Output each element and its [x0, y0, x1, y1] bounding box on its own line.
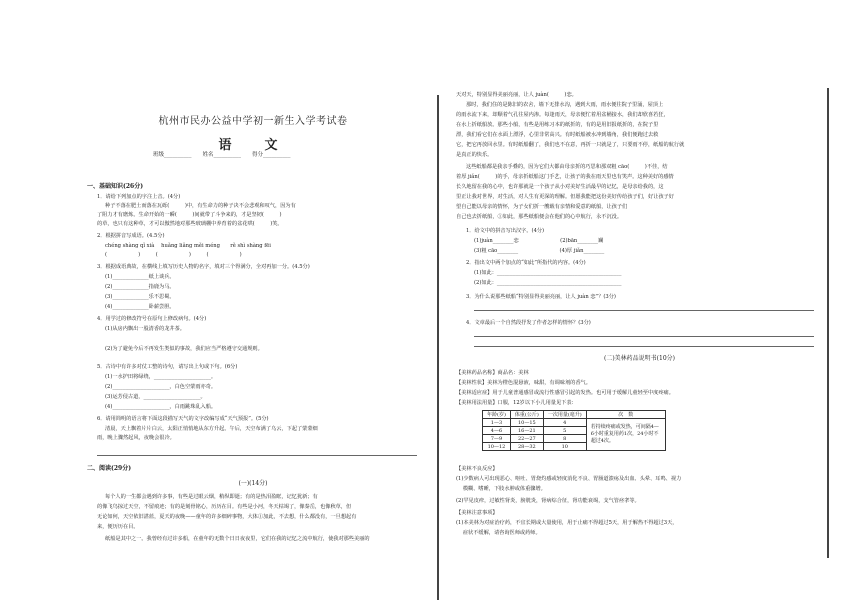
- reading-question-3: 3．为什么说那些纸船“特别显得美丽亮丽，让人 juàn 恋”？(3分): [466, 294, 616, 300]
- section-reading-heading: 二、阅读(29分): [87, 465, 132, 472]
- q5-item: (1)一水护田将绿绕，______________________。: [105, 374, 217, 380]
- q1-text-line: 的草，也只有这种草，才可以傲然地对那些玻璃棚中养育着的盆花哄( )笑。: [97, 221, 283, 227]
- answer-line: [474, 310, 814, 311]
- table-cell: 10: [543, 443, 586, 451]
- page-divider: [437, 95, 439, 600]
- student-info-line: 班级__________ 姓名__________ 得分__________: [153, 152, 291, 158]
- table-header: 一次用量(毫升): [543, 411, 586, 419]
- reading-question-2: 2．指出文中两个加点的“如此”所指代的内容。(4分): [466, 260, 586, 266]
- reading-2-heading: (二)美林药品说明书(10分): [604, 355, 675, 362]
- reading-1-paragraph-line: 每个人的一生都会遇到许多事，有些是过眼云烟，稍纵即逝；有的是热泪盈眶，记忆犹新；有: [105, 494, 318, 500]
- passage-line: 它，把它再放回水里。有时纸船翻了，我们也不在意，再折一只就是了，只要雨不停，纸船的航行就: [456, 142, 685, 148]
- drug-precautions: (1)本美林为对症治疗药，不宜长期或大量使用，用于止痛不得超过5天，用于解热不得超过3天，: [456, 520, 678, 526]
- passage-line: 这些纸船都是我亲手叠的，因为它们大都由母亲折的巧思和那双粗 cāo( )不佳，结: [466, 164, 668, 170]
- passage-line: 里正让我对世界，对生活，对人生有更深的理解。但愿我能把这份美好传给孩子们，好让孩子好: [456, 194, 674, 200]
- q5-item: (3)运芳侵古道，______________________。: [105, 394, 206, 400]
- question-6: 6．请用简明的语言将下面这段描写天气的文字改编写成“天气预报”。(5分): [97, 416, 269, 422]
- table-row: [483, 419, 666, 427]
- table-cell: 7—9: [483, 435, 511, 443]
- table-cell: 28—32: [510, 443, 543, 451]
- q2-pinyin: chéng shàng qǐ xià huǎng liǎng měi méng rě shì shàng fēi: [105, 243, 271, 249]
- question-4: 4．用学过的修改符号在原句上修改病句。(4分): [97, 316, 207, 322]
- table-cell: 10—15: [510, 419, 543, 427]
- rq1-blanks: (1)juàn________恋 (2)bān________斓: [474, 238, 604, 244]
- table-cell: 1—3: [483, 419, 511, 427]
- question-1: 1．请给下列加点的字注上音。(4分): [97, 194, 181, 200]
- answer-line: [97, 455, 417, 456]
- subject-title: 语 文: [218, 138, 288, 153]
- q4-sentence-2: (2)为了避免今后不再发生类似的事故，我们应当严格遵守交通规则。: [105, 346, 263, 352]
- rq1-blanks: (3)粗 cāo________ (4)厚 jiǎn________: [474, 248, 605, 254]
- drug-precautions: 症状不缓解，请咨询医师或药师。: [456, 530, 541, 536]
- drug-precautions-heading: 【美林注意事项】: [456, 510, 498, 516]
- passage-line: 是真正的快乐。: [456, 152, 493, 158]
- table-note: 若持续疼痛或发热，可间隔4—6小时重复用药1次，24小时不超过4次。: [590, 424, 659, 444]
- section-basics-heading: 一、基础知识(26分): [87, 183, 144, 190]
- passage-line: 着厚 jiǎn( )的手，母亲折纸船这门手艺，让孩子的我在雨天里也有笑声。这种美好的感情: [456, 174, 674, 180]
- table-cell: 4—6: [483, 427, 511, 435]
- q3-item: (2)______________指鹿为马。: [105, 284, 175, 290]
- passage-line: 天对天，特别显得美丽亮丽，让人 juàn( )恋。: [456, 92, 577, 98]
- table-cell: 10—12: [483, 443, 511, 451]
- drug-side-effects-heading: 【美林不良反应】: [456, 466, 498, 472]
- drug-properties: 【美林性状】美林为橙色混悬液，味甜，有调味剂的香气。: [456, 380, 591, 386]
- q4-sentence-1: (1)从房内飘出一股清香的龙井茶。: [105, 326, 185, 332]
- reading-1-paragraph-line: 来，便历历在目。: [97, 524, 139, 530]
- reading-1-paragraph-line: 纸船是其中之一。我曾经有过许多船，在童年的无数个日日夜夜里，它们在我的记忆之流中航行，使我对那些美丽的: [105, 536, 370, 542]
- answer-line: [474, 346, 814, 347]
- reading-1-paragraph-line: 无论如何，天空依旧湛蓝，夏天的夜晚——童年的许多细碎事物，大体①加此，不去想，什么都没有，一旦想起有: [97, 514, 357, 520]
- passage-line: 长久地留在我的心中，也许那就是一个孩子从小对美好生活最早的记忆，是母亲给我的，这: [456, 184, 664, 190]
- table-cell: 5: [543, 427, 586, 435]
- page-divider: [827, 88, 829, 558]
- passage-line: 漂，我们看它们在水面上漂浮，心里非常高兴。有时纸船被水冲到墙角，我们便跑过去救: [456, 132, 659, 138]
- reading-1-paragraph-line: 的像飞鸟掠过天空，不留痕迹；有的是刻骨铭心，历历在目。有些是小河，冬天枯竭了，像秦岳，也像秋草，但: [97, 504, 352, 510]
- q6-text-line: 清晨，天上飘着片片白云，太阳正悄悄地从东方升起。午后，天空布满了乌云，下起了蒙蒙细: [105, 426, 318, 432]
- passage-line: 那时，我们住的是陈旧的农舍，墙下无排水沟，遇到大雨，雨水便往院子里涌，屋顶上: [466, 102, 664, 108]
- table-header: 年龄(岁): [483, 411, 511, 419]
- reading-1-heading: (一)(14分): [238, 480, 268, 487]
- rq2-answer: (2)如此：________________________________________________: [474, 280, 622, 286]
- passage-line: 的雨水流下来，却顺着气孔往屋内渗。每逢雨天，母亲便忙着用盆桶接水，我们却欣喜若狂，: [456, 112, 669, 118]
- drug-dosage: 【美林用法用量】口服，12岁以下小儿用量见下表：: [456, 400, 577, 406]
- table-header: 体重(公斤): [510, 411, 543, 419]
- q6-text-line: 雨，晚上骤然起风，夜晚会很冷。: [97, 435, 175, 441]
- drug-indications: 【美林适应症】用于儿童普通感冒或流行性感冒引起的发热。也可用于缓解儿童轻至中度疼痛。: [456, 390, 674, 396]
- table-cell: 8: [543, 435, 586, 443]
- question-2: 2．根据拼音写成语。(4.5分): [97, 233, 165, 239]
- passage-line: 在水上折纸船放。那些小船，有些是用练习本的纸折的，有的是用旧报纸折的，在院子里: [456, 122, 659, 128]
- left-exam-page: [83, 88, 423, 588]
- table-cell: 4: [543, 419, 586, 427]
- drug-side-effects: 模糊、嗜睡，下肢水肿或体重骤增。: [456, 486, 546, 492]
- table-header: 次 数: [586, 411, 665, 419]
- table-cell: 22—27: [510, 435, 543, 443]
- question-5: 5．古诗中有许多对仗工整的诗句，请写出上句或下句。(6分): [97, 364, 238, 370]
- table-cell: 16—21: [510, 427, 543, 435]
- question-3: 3．根据成语典故，在横线上填写历史人物的名字，填对三个得满分，全对再加一分。(4.5分): [97, 264, 310, 270]
- q3-item: (1)______________纸上谈兵。: [105, 274, 175, 280]
- q1-text-line: 了阻力才有磨炼。生命开始的一瞬( )间就带了斗争来的，才是坚韧( ): [97, 212, 282, 218]
- q3-item: (4)______________卧薪尝胆。: [105, 304, 175, 310]
- drug-side-effects: (1)少数病人可出现恶心、呕吐、胃烧灼感或轻度消化不良、胃肠道溃疡及出血、头晕、耳鸣、视力: [456, 476, 682, 482]
- table-header-row: [483, 411, 666, 419]
- q5-item: (2)______________________，白色空蒙雨亦奇。: [105, 384, 217, 390]
- rq2-answer: (1)如此：________________________________________________: [474, 270, 622, 276]
- table-note-cell: [586, 419, 665, 451]
- passage-line: 自己也去折纸船，①如此，那些纸船便会在他们的心中航行，永不沉没。: [456, 214, 623, 220]
- q3-item: (3)______________乐不思蜀。: [105, 294, 175, 300]
- q1-text-line: 种子不落在肥土而落在瓦砾( )中，有生命力的种子决不会悲观和叹气，因为有: [105, 203, 296, 209]
- q2-answer-blanks: ( ) ( ) ( ): [105, 252, 242, 258]
- reading-question-1: 1．给文中的拼音写出汉字。(4分): [466, 228, 545, 234]
- dosage-table: [482, 410, 666, 451]
- q5-item: (4)______________________，白雨跳珠乱入船。: [105, 404, 217, 410]
- drug-name: 【美林药品名称】商品名：美林: [456, 370, 529, 376]
- reading-question-4: 4．文章最后一个自然段抒发了作者怎样的情怀？(3分): [466, 320, 591, 326]
- exam-title: 杭州市民办公益中学初一新生入学考试卷: [158, 116, 348, 127]
- right-exam-page: [452, 88, 827, 588]
- answer-line: [474, 336, 814, 337]
- passage-line: 望自己能以母亲的情怀，为子女们折一艘载有亲情和爱意的纸船，让孩子们: [456, 204, 628, 210]
- drug-side-effects: (2)罕见皮疹，过敏性肾炎，膀胱炎，肾病综合征，肾功能衰竭，支气管痉挛等。: [456, 498, 640, 504]
